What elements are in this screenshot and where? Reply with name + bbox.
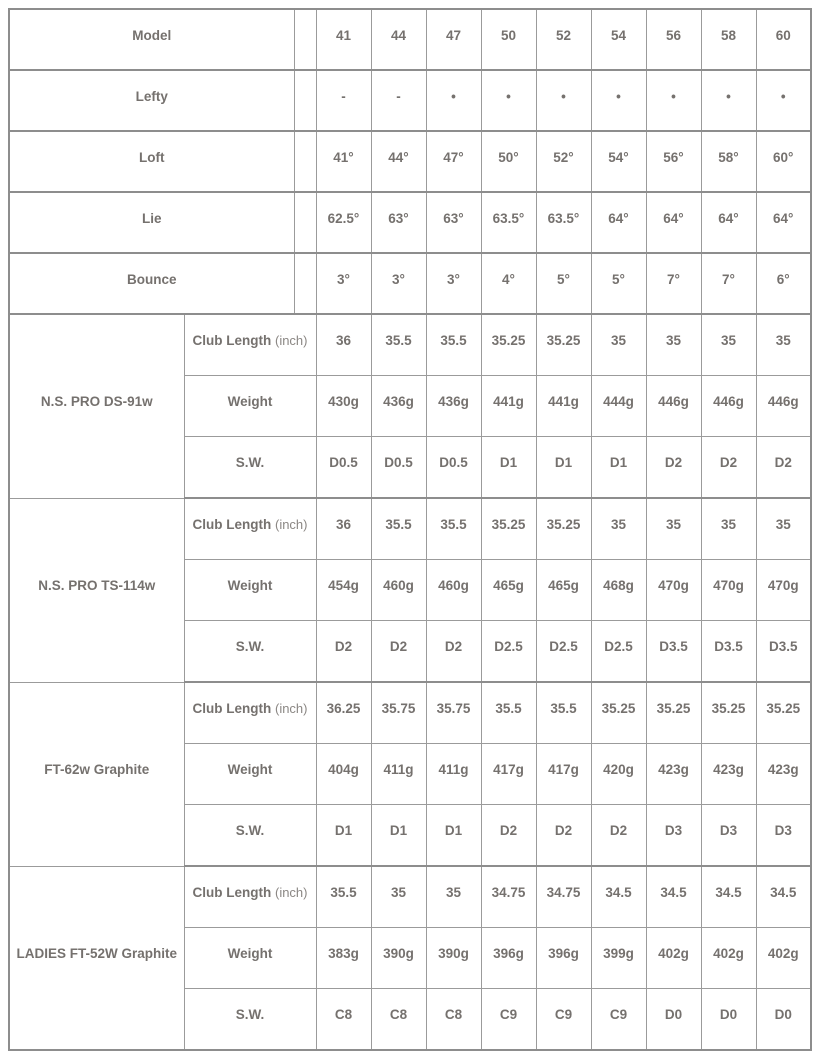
sw-cell: C9 (591, 989, 646, 1051)
weight-cell: 460g (426, 560, 481, 621)
row-label-club-length (184, 682, 316, 744)
lefty-cell: • (426, 70, 481, 131)
row-label-sw (184, 989, 316, 1051)
weight-cell: 423g (646, 744, 701, 805)
bounce-cell: 3° (426, 253, 481, 314)
sw-cell: D2 (426, 621, 481, 683)
club-length-cell: 34.75 (536, 866, 591, 928)
sw-cell: D2 (646, 437, 701, 499)
spec-label: Weight (227, 762, 273, 777)
lefty-cell: - (316, 70, 371, 131)
club-length-cell: 36.25 (316, 682, 371, 744)
spec-label: Club Length (192, 885, 272, 900)
model-cell: 41 (316, 9, 371, 70)
club-length-cell: 35.5 (371, 498, 426, 560)
club-length-cell: 35 (701, 498, 756, 560)
sw-cell: D3.5 (756, 621, 811, 683)
weight-cell: 436g (426, 376, 481, 437)
loft-cell: 58° (701, 131, 756, 192)
row-label-sw (184, 805, 316, 867)
club-length-cell: 34.5 (591, 866, 646, 928)
weight-cell: 460g (371, 560, 426, 621)
sw-cell: D2.5 (481, 621, 536, 683)
spec-row (9, 682, 811, 744)
lie-cell: 64° (646, 192, 701, 253)
club-length-cell: 35.5 (426, 498, 481, 560)
row-label-weight (184, 560, 316, 621)
club-length-cell: 35.25 (591, 682, 646, 744)
sw-cell: D1 (371, 805, 426, 867)
club-length-cell: 35 (426, 866, 481, 928)
row-label-bounce: Bounce (9, 253, 294, 314)
spec-label: Club Length (192, 333, 272, 348)
weight-cell: 446g (646, 376, 701, 437)
spec-label-unit: (inch) (274, 885, 308, 900)
weight-cell: 436g (371, 376, 426, 437)
weight-cell: 430g (316, 376, 371, 437)
loft-cell: 44° (371, 131, 426, 192)
row-label-club-length (184, 866, 316, 928)
bounce-cell: 5° (591, 253, 646, 314)
row-label-weight (184, 928, 316, 989)
weight-cell: 417g (536, 744, 591, 805)
sw-cell: D0.5 (426, 437, 481, 499)
club-length-cell: 35.25 (756, 682, 811, 744)
golf-club-spec-table (8, 8, 812, 1051)
weight-cell: 423g (701, 744, 756, 805)
bounce-cell: 3° (371, 253, 426, 314)
sw-cell: D1 (481, 437, 536, 499)
spec-row (9, 866, 811, 928)
bounce-cell: 7° (646, 253, 701, 314)
sw-cell: D1 (591, 437, 646, 499)
spec-label-unit: (inch) (274, 517, 308, 532)
row-label-weight (184, 376, 316, 437)
sw-cell: D2 (481, 805, 536, 867)
club-length-cell: 35.5 (371, 314, 426, 376)
club-length-cell: 35.25 (646, 682, 701, 744)
spacer-cell (294, 70, 316, 131)
weight-cell: 444g (591, 376, 646, 437)
loft-cell: 47° (426, 131, 481, 192)
sw-cell: D1 (316, 805, 371, 867)
sw-cell: D2 (756, 437, 811, 499)
row-label-loft: Loft (9, 131, 294, 192)
spacer-cell (294, 192, 316, 253)
spec-row (9, 498, 811, 560)
lefty-cell: • (646, 70, 701, 131)
shaft-name: LADIES FT-52W Graphite (9, 866, 184, 1050)
lefty-cell: • (701, 70, 756, 131)
weight-cell: 441g (481, 376, 536, 437)
sw-cell: D0 (701, 989, 756, 1051)
row-label-sw (184, 621, 316, 683)
club-length-cell: 35.25 (701, 682, 756, 744)
spec-label: Weight (227, 946, 273, 961)
model-cell: 58 (701, 9, 756, 70)
weight-cell: 446g (756, 376, 811, 437)
loft-cell: 41° (316, 131, 371, 192)
sw-cell: D0 (646, 989, 701, 1051)
shaft-name: N.S. PRO TS-114w (9, 498, 184, 682)
sw-cell: D2 (701, 437, 756, 499)
model-cell: 54 (591, 9, 646, 70)
spec-label: S.W. (235, 823, 265, 838)
lefty-cell: • (481, 70, 536, 131)
sw-cell: D1 (426, 805, 481, 867)
bounce-row (9, 253, 811, 314)
club-length-cell: 35.25 (481, 498, 536, 560)
bounce-cell: 6° (756, 253, 811, 314)
sw-cell: D3 (646, 805, 701, 867)
club-length-cell: 35 (591, 498, 646, 560)
spacer-cell (294, 253, 316, 314)
spacer-cell (294, 131, 316, 192)
shaft-name: N.S. PRO DS-91w (9, 314, 184, 498)
loft-cell: 50° (481, 131, 536, 192)
spec-label: Weight (227, 578, 273, 593)
row-label-club-length (184, 314, 316, 376)
row-label-weight (184, 744, 316, 805)
shaft-name: FT-62w Graphite (9, 682, 184, 866)
weight-cell: 402g (701, 928, 756, 989)
club-length-cell: 35.75 (426, 682, 481, 744)
lefty-cell: • (591, 70, 646, 131)
row-label-club-length (184, 498, 316, 560)
weight-cell: 420g (591, 744, 646, 805)
lie-cell: 63° (426, 192, 481, 253)
sw-cell: D0.5 (316, 437, 371, 499)
spec-label: S.W. (235, 455, 265, 470)
lefty-cell: • (756, 70, 811, 131)
lie-cell: 63° (371, 192, 426, 253)
row-label-model: Model (9, 9, 294, 70)
sw-cell: D2.5 (591, 621, 646, 683)
model-cell: 56 (646, 9, 701, 70)
weight-cell: 423g (756, 744, 811, 805)
bounce-cell: 7° (701, 253, 756, 314)
bounce-cell: 5° (536, 253, 591, 314)
lie-cell: 62.5° (316, 192, 371, 253)
club-length-cell: 35.5 (481, 682, 536, 744)
model-cell: 44 (371, 9, 426, 70)
row-label-sw (184, 437, 316, 499)
sw-cell: C9 (536, 989, 591, 1051)
lie-cell: 64° (701, 192, 756, 253)
spacer-cell (294, 9, 316, 70)
club-length-cell: 35 (646, 314, 701, 376)
weight-cell: 402g (756, 928, 811, 989)
weight-cell: 465g (536, 560, 591, 621)
club-length-cell: 35.5 (316, 866, 371, 928)
spec-label: S.W. (235, 1007, 265, 1022)
sw-cell: D0 (756, 989, 811, 1051)
sw-cell: D2 (536, 805, 591, 867)
row-label-lefty: Lefty (9, 70, 294, 131)
lie-cell: 63.5° (481, 192, 536, 253)
sw-cell: D3 (756, 805, 811, 867)
sw-cell: C8 (371, 989, 426, 1051)
weight-cell: 402g (646, 928, 701, 989)
club-length-cell: 35.5 (426, 314, 481, 376)
weight-cell: 396g (481, 928, 536, 989)
spec-label: S.W. (235, 639, 265, 654)
loft-cell: 56° (646, 131, 701, 192)
weight-cell: 399g (591, 928, 646, 989)
club-length-cell: 35.25 (536, 314, 591, 376)
club-length-cell: 34.5 (701, 866, 756, 928)
weight-cell: 390g (371, 928, 426, 989)
weight-cell: 468g (591, 560, 646, 621)
club-length-cell: 35 (756, 314, 811, 376)
spec-label: Weight (227, 394, 273, 409)
sw-cell: D0.5 (371, 437, 426, 499)
sw-cell: D2.5 (536, 621, 591, 683)
club-length-cell: 34.5 (756, 866, 811, 928)
lie-cell: 64° (756, 192, 811, 253)
club-length-cell: 35.25 (481, 314, 536, 376)
weight-cell: 390g (426, 928, 481, 989)
spec-row (9, 314, 811, 376)
spec-label: Club Length (192, 517, 272, 532)
sw-cell: D3.5 (701, 621, 756, 683)
model-cell: 50 (481, 9, 536, 70)
sw-cell: D2 (316, 621, 371, 683)
lefty-row (9, 70, 811, 131)
weight-cell: 396g (536, 928, 591, 989)
lie-cell: 64° (591, 192, 646, 253)
lefty-cell: - (371, 70, 426, 131)
bounce-cell: 3° (316, 253, 371, 314)
spec-label-unit: (inch) (274, 701, 308, 716)
club-length-cell: 35 (591, 314, 646, 376)
weight-cell: 404g (316, 744, 371, 805)
model-row (9, 9, 811, 70)
lie-row (9, 192, 811, 253)
lefty-cell: • (536, 70, 591, 131)
sw-cell: D1 (536, 437, 591, 499)
spec-label: Club Length (192, 701, 272, 716)
sw-cell: D2 (591, 805, 646, 867)
loft-cell: 60° (756, 131, 811, 192)
club-length-cell: 35.25 (536, 498, 591, 560)
row-label-lie: Lie (9, 192, 294, 253)
weight-cell: 383g (316, 928, 371, 989)
weight-cell: 470g (646, 560, 701, 621)
weight-cell: 411g (426, 744, 481, 805)
loft-row (9, 131, 811, 192)
weight-cell: 441g (536, 376, 591, 437)
model-cell: 60 (756, 9, 811, 70)
weight-cell: 465g (481, 560, 536, 621)
weight-cell: 411g (371, 744, 426, 805)
club-length-cell: 35 (371, 866, 426, 928)
club-length-cell: 35.5 (536, 682, 591, 744)
club-length-cell: 34.75 (481, 866, 536, 928)
club-length-cell: 35 (646, 498, 701, 560)
club-length-cell: 35 (756, 498, 811, 560)
weight-cell: 446g (701, 376, 756, 437)
loft-cell: 54° (591, 131, 646, 192)
model-cell: 52 (536, 9, 591, 70)
sw-cell: D2 (371, 621, 426, 683)
club-length-cell: 36 (316, 498, 371, 560)
weight-cell: 470g (756, 560, 811, 621)
club-length-cell: 35 (701, 314, 756, 376)
loft-cell: 52° (536, 131, 591, 192)
sw-cell: C8 (316, 989, 371, 1051)
weight-cell: 454g (316, 560, 371, 621)
spec-label-unit: (inch) (274, 333, 308, 348)
sw-cell: D3.5 (646, 621, 701, 683)
club-length-cell: 35.75 (371, 682, 426, 744)
sw-cell: C8 (426, 989, 481, 1051)
lie-cell: 63.5° (536, 192, 591, 253)
club-length-cell: 36 (316, 314, 371, 376)
bounce-cell: 4° (481, 253, 536, 314)
weight-cell: 470g (701, 560, 756, 621)
club-length-cell: 34.5 (646, 866, 701, 928)
sw-cell: C9 (481, 989, 536, 1051)
model-cell: 47 (426, 9, 481, 70)
weight-cell: 417g (481, 744, 536, 805)
sw-cell: D3 (701, 805, 756, 867)
